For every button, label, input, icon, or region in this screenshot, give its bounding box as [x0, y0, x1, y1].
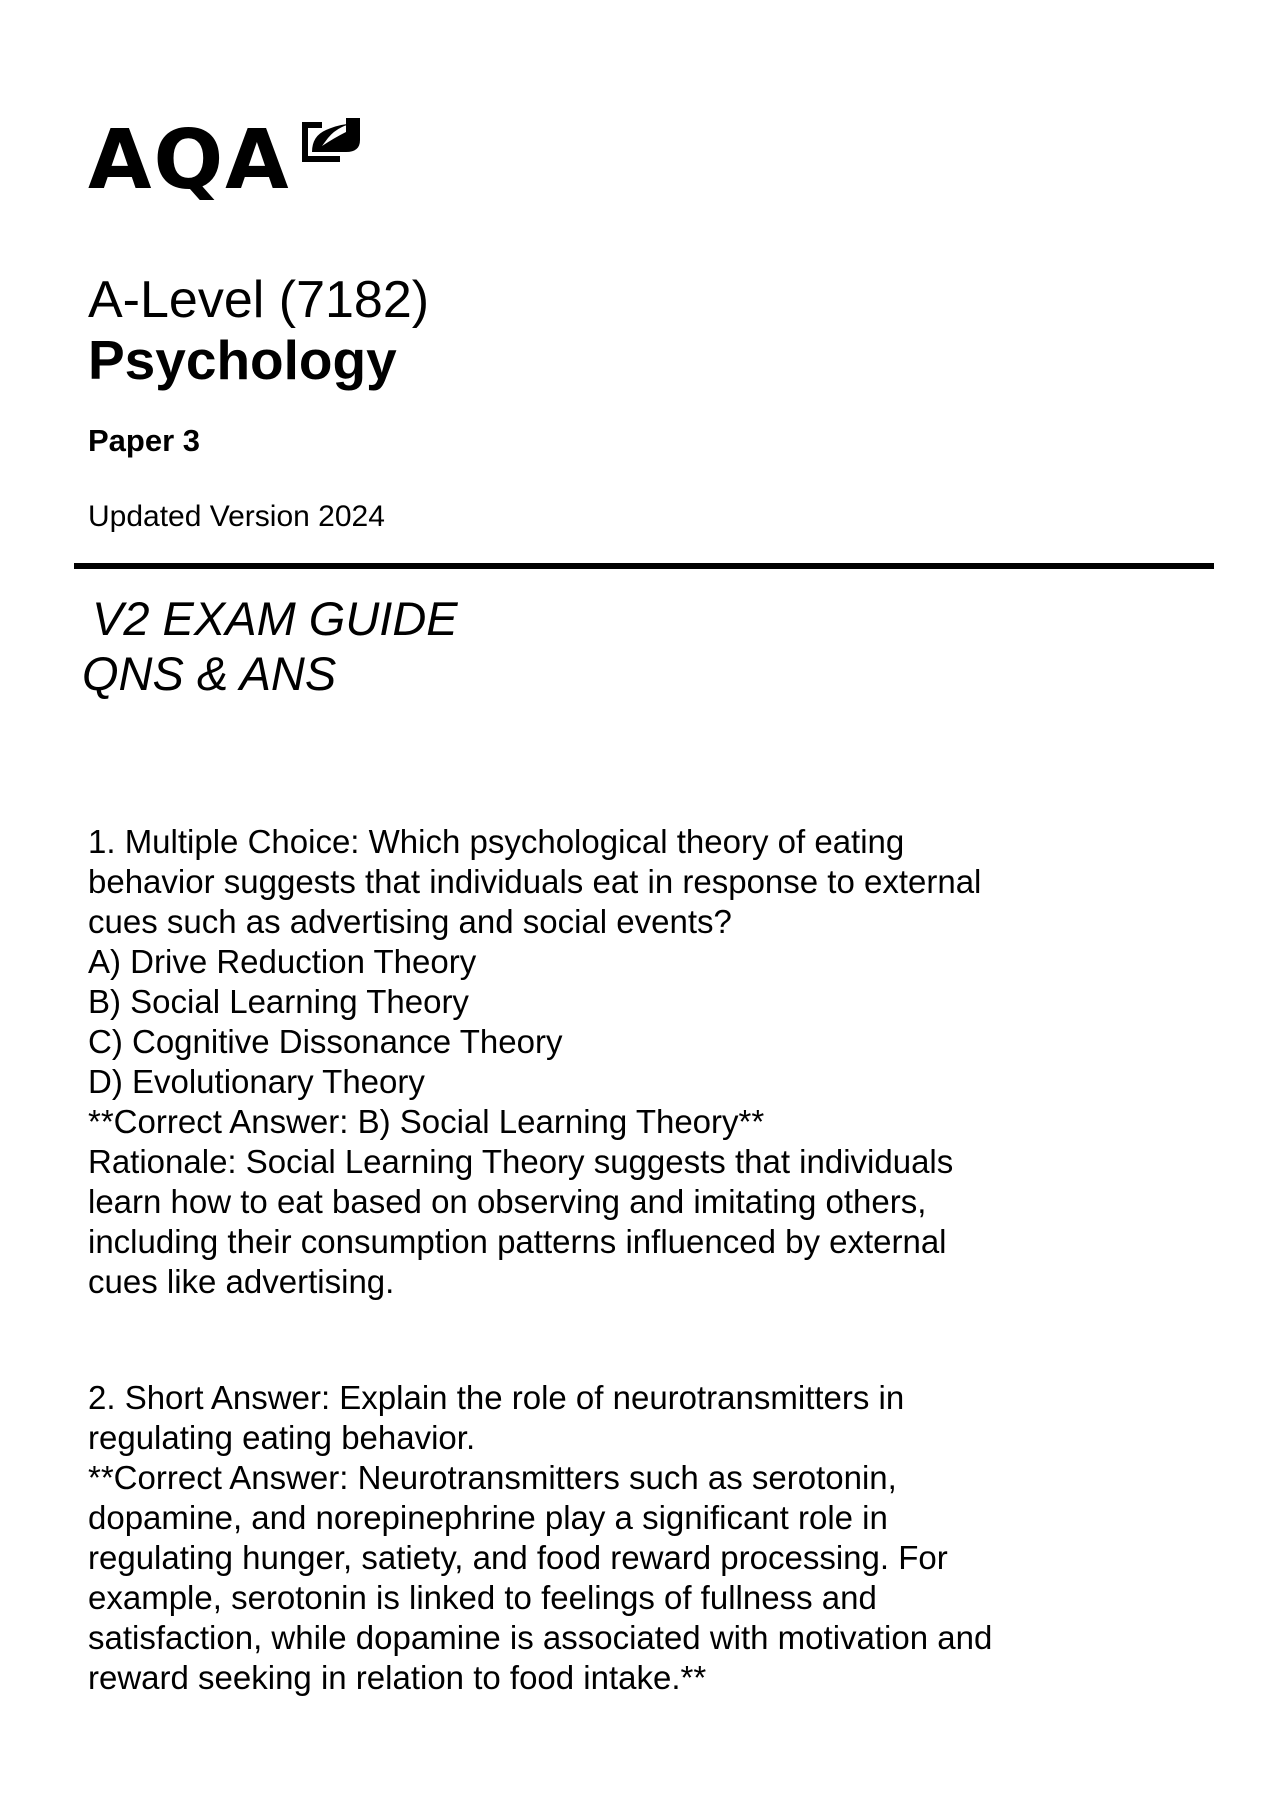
rationale-line: learn how to eat based on observing and imitating others,: [88, 1183, 927, 1220]
level-title: A-Level (7182): [88, 271, 430, 329]
option-c: C) Cognitive Dissonance Theory: [88, 1023, 563, 1060]
correct-answer: **Correct Answer: B) Social Learning Theory**: [88, 1103, 765, 1140]
answer-line: dopamine, and norepinephrine play a significant role in: [88, 1499, 888, 1536]
option-d: D) Evolutionary Theory: [88, 1063, 425, 1100]
guide-subtitle: QNS & ANS: [82, 647, 337, 700]
question-1: [88, 822, 1208, 1302]
logo-text: AQA: [88, 113, 291, 208]
option-b: B) Social Learning Theory: [88, 983, 469, 1020]
question-1-line: 1. Multiple Choice: Which psychological theory of eating: [88, 823, 905, 860]
rationale-line: Rationale: Social Learning Theory suggests that individuals: [88, 1143, 954, 1180]
answer-line: satisfaction, while dopamine is associated with motivation and: [88, 1619, 993, 1656]
paper-label: Paper 3: [88, 423, 201, 458]
answer-line: reward seeking in relation to food intake.**: [88, 1659, 707, 1696]
option-a: A) Drive Reduction Theory: [88, 943, 477, 980]
question-2-line: 2. Short Answer: Explain the role of neurotransmitters in: [88, 1379, 905, 1416]
question-2-line: regulating eating behavior.: [88, 1419, 476, 1456]
guide-title: V2 EXAM GUIDE: [92, 592, 458, 645]
aqa-logo: [88, 112, 388, 222]
question-1-line: cues such as advertising and social events?: [88, 903, 732, 940]
answer-line: **Correct Answer: Neurotransmitters such as serotonin,: [88, 1459, 897, 1496]
answer-line: example, serotonin is linked to feelings of fullness and: [88, 1579, 877, 1616]
question-2: [88, 1378, 1208, 1698]
answer-line: regulating hunger, satiety, and food reward processing. For: [88, 1539, 948, 1576]
aqa-leaf-mark-icon: [300, 116, 362, 164]
rationale-line: including their consumption patterns influenced by external: [88, 1223, 947, 1260]
question-1-line: behavior suggests that individuals eat in response to external: [88, 863, 982, 900]
subject-title: Psychology: [88, 329, 397, 391]
rationale-line: cues like advertising.: [88, 1263, 395, 1300]
version-label: Updated Version 2024: [88, 500, 385, 533]
header-divider: [74, 563, 1214, 569]
